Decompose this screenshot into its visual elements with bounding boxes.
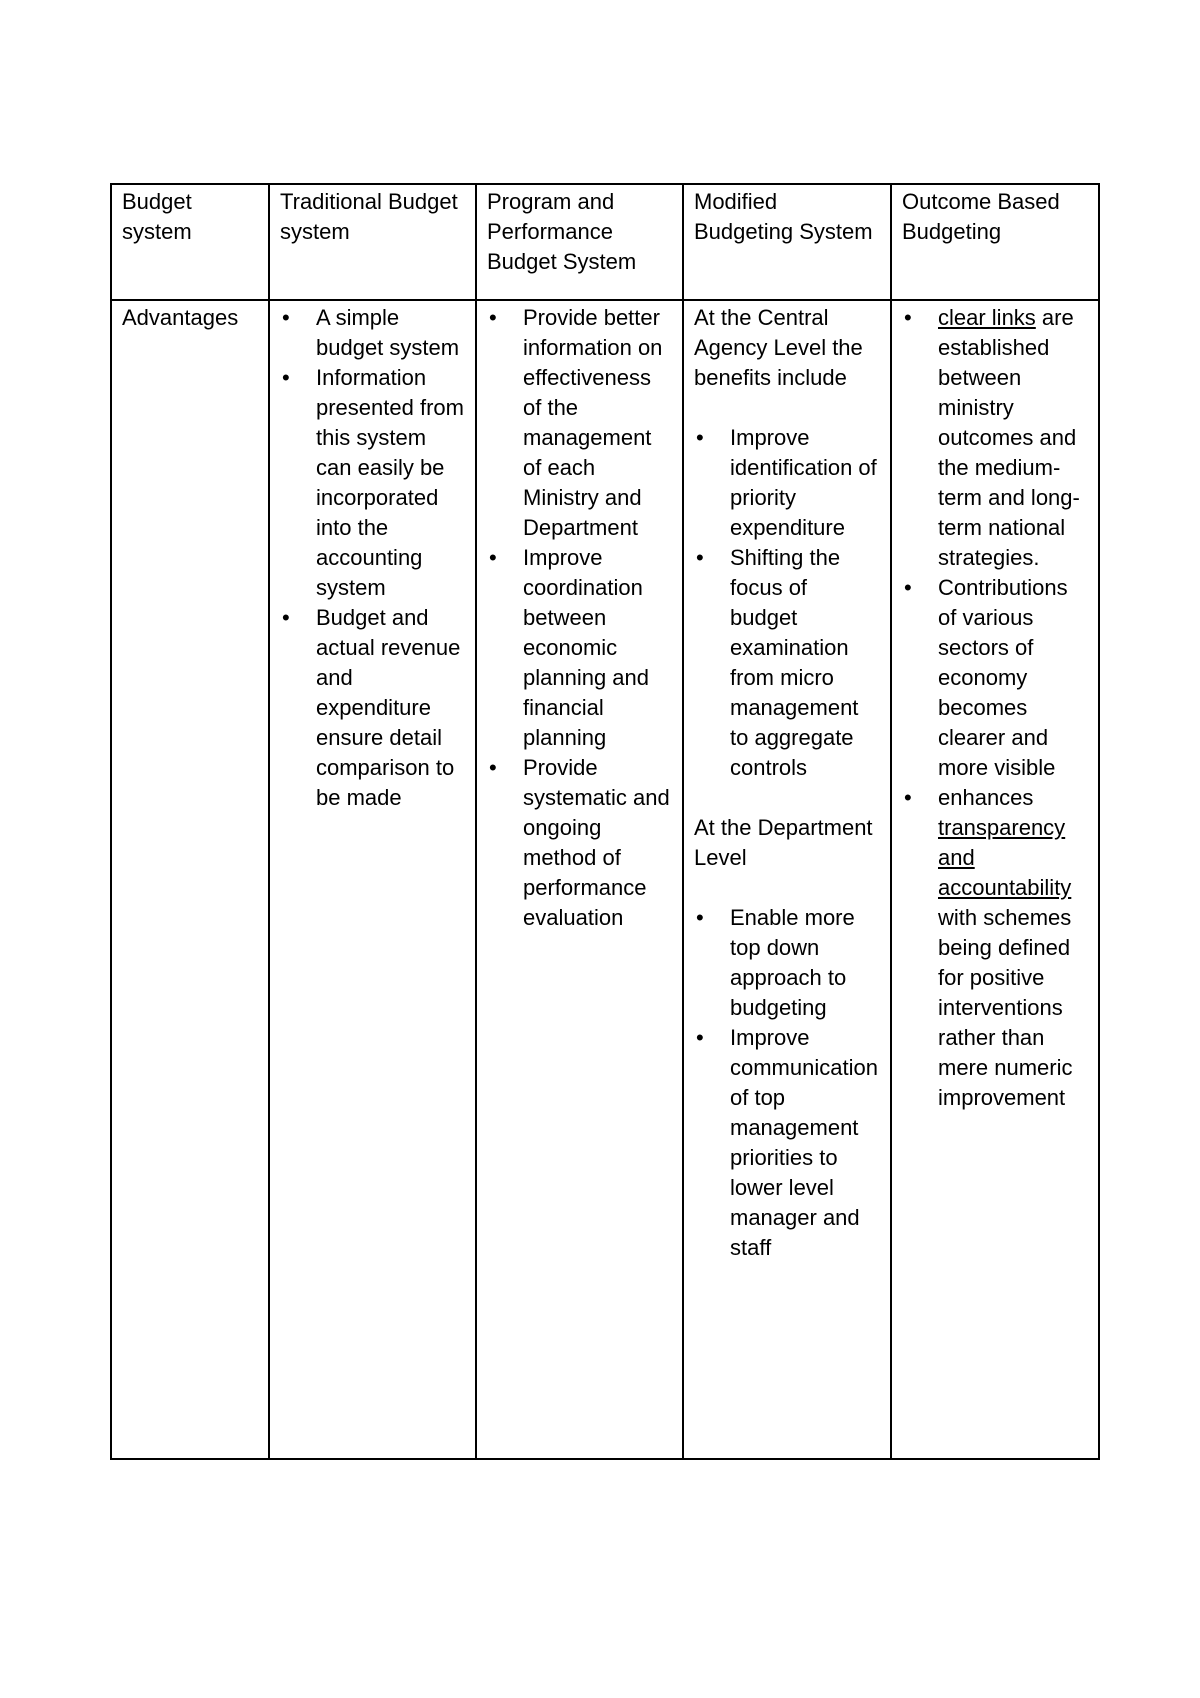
header-outcome-based-budgeting: Outcome Based Budgeting bbox=[891, 184, 1099, 300]
list-item: • Budget and actual revenue and expenditure ensure detail comparison to be made bbox=[316, 603, 465, 813]
list-item: • Provide systematic and ongoing method of performance evaluation bbox=[523, 753, 672, 933]
row-label-advantages: Advantages bbox=[111, 300, 269, 1459]
list-item: • Information presented from this system can easily be incorporated into the accounting system bbox=[316, 363, 465, 603]
central-agency-intro: At the Central Agency Level the benefits include bbox=[694, 305, 863, 390]
underlined-text: transparency and accountability bbox=[938, 815, 1072, 900]
list-item: • Enable more top down approach to budgeting bbox=[730, 903, 880, 1023]
list-item: • clear links are established between ministry outcomes and the medium-term and long-term national strategies. bbox=[938, 303, 1088, 573]
program-advantages-cell bbox=[476, 300, 683, 1459]
list-item: • Provide better information on effectiveness of the management of each Ministry and Department bbox=[523, 303, 672, 543]
program-advantages-list bbox=[487, 303, 672, 933]
list-item: • Improve identification of priority expenditure bbox=[730, 423, 880, 543]
budget-comparison-table bbox=[110, 183, 1100, 1460]
advantages-row bbox=[111, 300, 1099, 1459]
table-header-row bbox=[111, 184, 1099, 300]
list-item: • A simple budget system bbox=[316, 303, 465, 363]
header-program-performance-budget-system: Program and Performance Budget System bbox=[476, 184, 683, 300]
outcome-advantages-list bbox=[902, 303, 1088, 1113]
traditional-advantages-cell bbox=[269, 300, 476, 1459]
list-item: • Improve coordination between economic planning and financial planning bbox=[523, 543, 672, 753]
list-item: • enhances transparency and accountability with schemes being defined for positive interventions rather than mere numeric improvement bbox=[938, 783, 1088, 1113]
department-level-intro: At the Department Level bbox=[694, 815, 873, 870]
traditional-advantages-list bbox=[280, 303, 465, 813]
header-traditional-budget-system: Traditional Budget system bbox=[269, 184, 476, 300]
underlined-text: clear links bbox=[938, 305, 1036, 330]
department-level-benefits-list bbox=[694, 903, 880, 1263]
outcome-advantages-cell bbox=[891, 300, 1099, 1459]
modified-advantages-cell bbox=[683, 300, 891, 1459]
header-budget-system: Budget system bbox=[111, 184, 269, 300]
central-agency-benefits-list bbox=[694, 423, 880, 783]
list-item: • Shifting the focus of budget examination from micro management to aggregate controls bbox=[730, 543, 880, 783]
list-item: • Improve communication of top management priorities to lower level manager and staff bbox=[730, 1023, 880, 1263]
header-modified-budgeting-system: Modified Budgeting System bbox=[683, 184, 891, 300]
list-item: • Contributions of various sectors of economy becomes clearer and more visible bbox=[938, 573, 1088, 783]
